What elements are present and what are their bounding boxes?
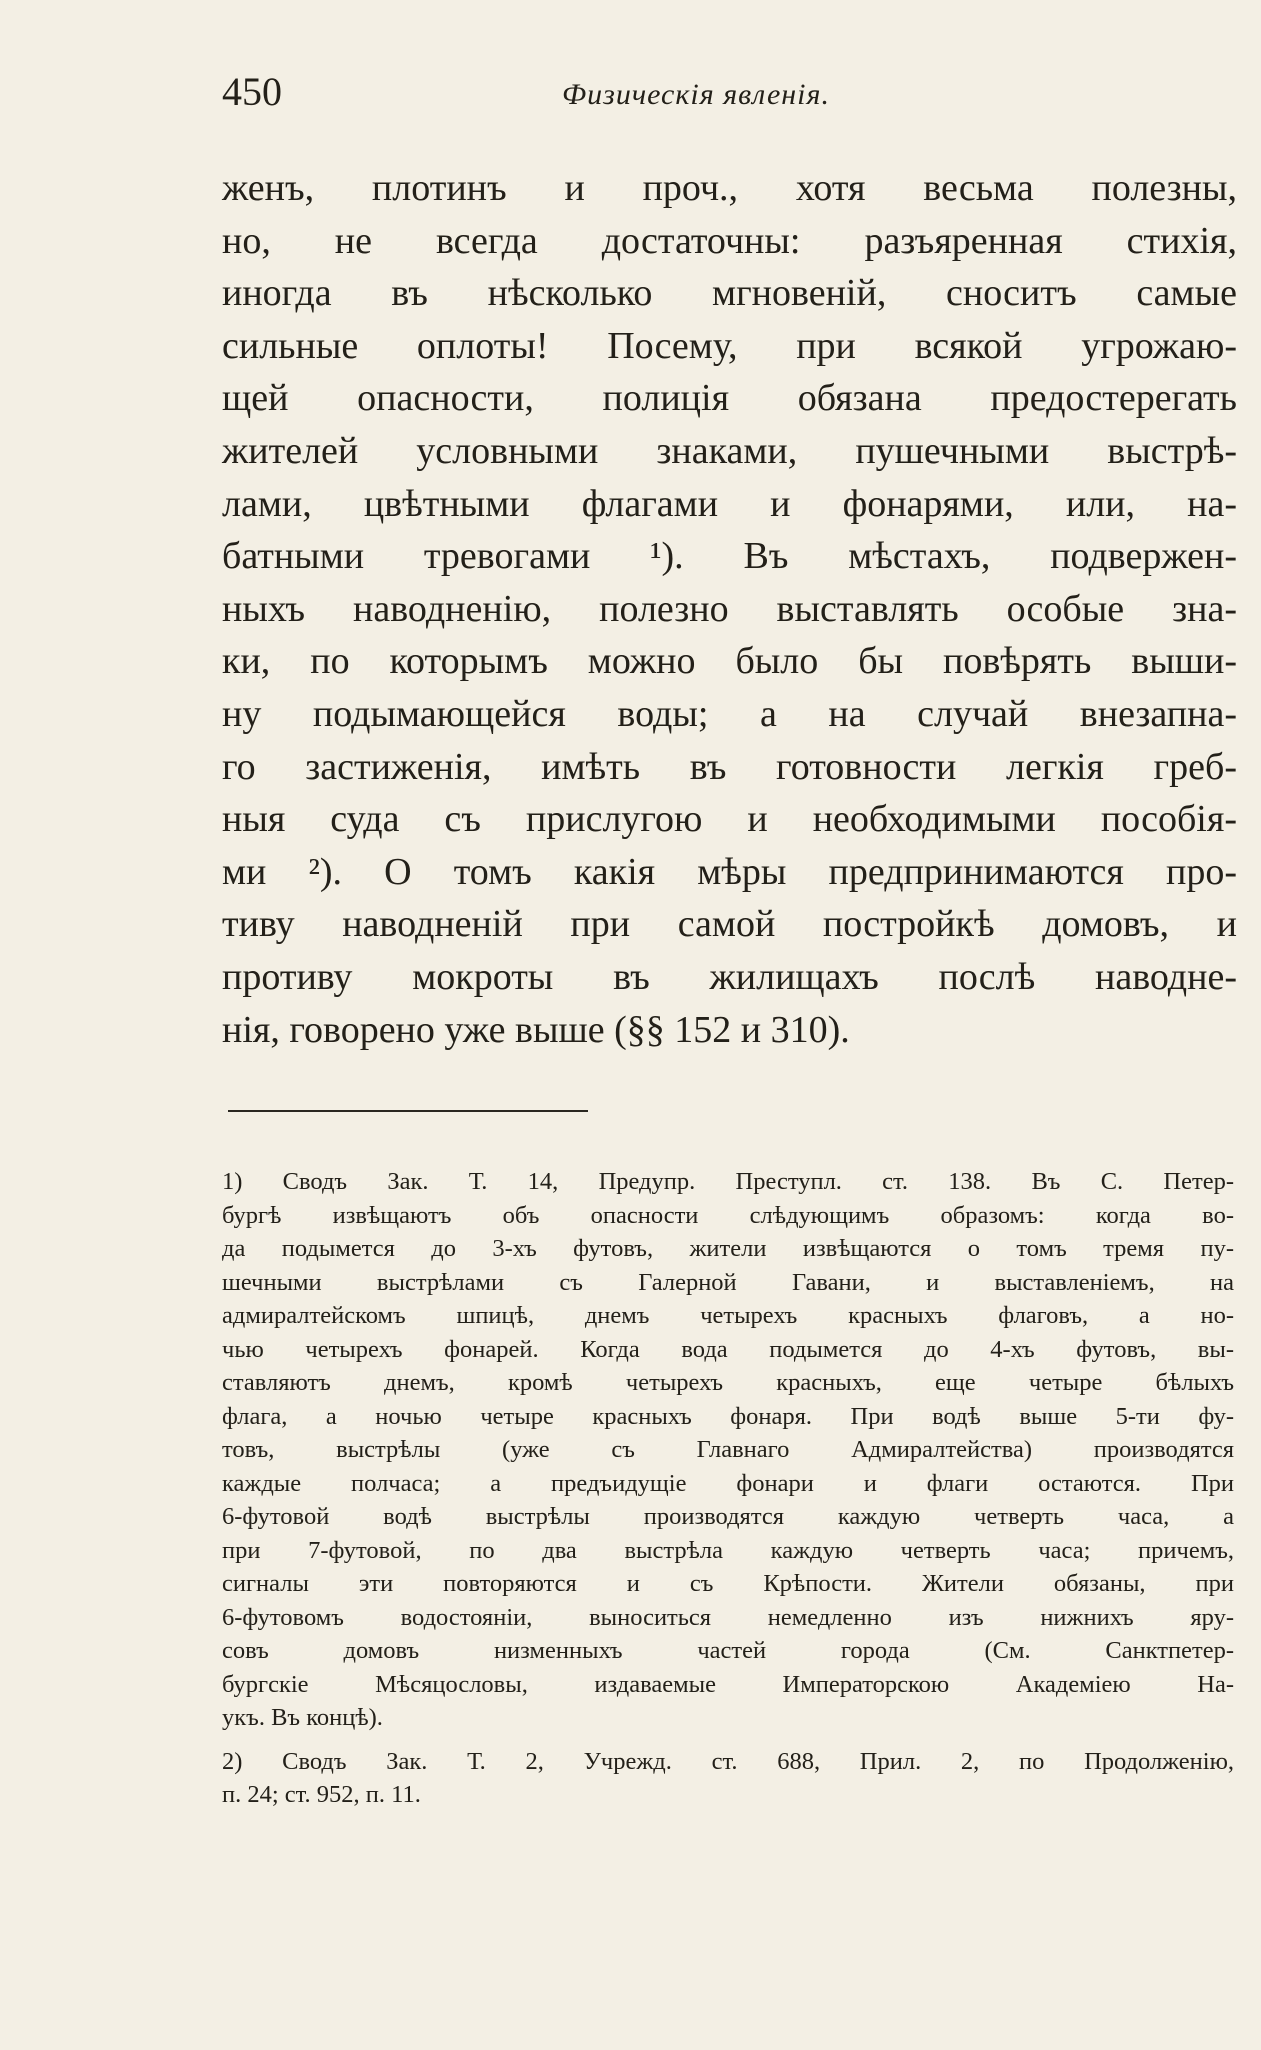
footnote-line: 6-футовой водѣ выстрѣлы производятся каждую четверть часа, а bbox=[222, 1503, 1234, 1530]
text-line: тиву наводненій при самой постройкѣ домовъ, и bbox=[222, 903, 1237, 946]
running-title: Физическія явленія. bbox=[562, 78, 830, 111]
footnote-line: при 7-футовой, по два выстрѣла каждую четверть часа; причемъ, bbox=[222, 1536, 1234, 1564]
text-line: но, не всегда достаточны: разъяренная стихія, bbox=[222, 219, 1237, 262]
footnote-line: 2) Сводъ Зак. Т. 2, Учрежд. ст. 688, Прил. 2, по Продолженію, bbox=[222, 1747, 1234, 1775]
footnote-line: шечными выстрѣлами съ Галерной Гавани, и выставленіемъ, на bbox=[222, 1268, 1234, 1296]
text-line: ныя суда съ прислугою и необходимыми пособія- bbox=[222, 798, 1237, 841]
footnote-line: бургскіе Мѣсяцословы, издаваемые Императорскою Академіею На- bbox=[222, 1670, 1234, 1698]
text-line: батными тревогами ¹). Въ мѣстахъ, подвержен- bbox=[222, 535, 1237, 578]
footnote-line: совъ домовъ низменныхъ частей города (См. Санктпетер- bbox=[222, 1637, 1234, 1664]
footnote-2 bbox=[222, 1745, 1234, 1812]
text-line: сильные оплоты! Посему, при всякой угрожаю- bbox=[222, 324, 1237, 367]
footnote-line: да подымется до 3-хъ футовъ, жители извѣщаются о томъ тремя пу- bbox=[222, 1235, 1234, 1262]
footnote-line: 1) Сводъ Зак. Т. 14, Предупр. Преступл. ст. 138. Въ С. Петер- bbox=[222, 1168, 1234, 1195]
footnote-1 bbox=[222, 1165, 1234, 1735]
text-line: ки, по которымъ можно было бы повѣрять выши- bbox=[222, 640, 1237, 683]
text-line: щей опасности, полиція обязана предостерегать bbox=[222, 377, 1237, 420]
footnote-line: бургѣ извѣщаютъ объ опасности слѣдующимъ образомъ: когда во- bbox=[222, 1201, 1234, 1229]
page-number: 450 bbox=[222, 69, 282, 114]
footnote-line: адмиралтейскомъ шпицѣ, днемъ четырехъ красныхъ флаговъ, а но- bbox=[222, 1302, 1234, 1329]
text-line: го застиженія, имѣть въ готовности легкія греб- bbox=[222, 745, 1237, 788]
text-line: противу мокроты въ жилищахъ послѣ наводне- bbox=[222, 955, 1237, 998]
text-line: ныхъ наводненію, полезно выставлять особые зна- bbox=[222, 587, 1237, 630]
footnote-line: сигналы эти повторяются и съ Крѣпости. Жители обязаны, при bbox=[222, 1570, 1234, 1597]
text-line: ну подымающейся воды; а на случай внезапна- bbox=[222, 692, 1237, 735]
footnote-line: чью четырехъ фонарей. Когда вода подымется до 4-хъ футовъ, вы- bbox=[222, 1335, 1234, 1363]
main-text bbox=[222, 162, 1237, 1056]
page-header bbox=[222, 68, 1232, 128]
text-line: ми ²). О томъ какія мѣры предпринимаются про- bbox=[222, 850, 1237, 893]
text-line: нія, говорено уже выше (§§ 152 и 310). bbox=[222, 1008, 850, 1051]
text-line: лами, цвѣтными флагами и фонарями, или, на- bbox=[222, 482, 1237, 525]
footnote-line: товъ, выстрѣлы (уже съ Главнаго Адмиралтейства) производятся bbox=[222, 1436, 1234, 1463]
footnote-gap bbox=[222, 1735, 1234, 1745]
footnote-line: ставляютъ днемъ, кромѣ четырехъ красныхъ, еще четыре бѣлыхъ bbox=[222, 1369, 1234, 1396]
footnotes bbox=[222, 1165, 1234, 1812]
text-line: жителей условными знаками, пушечными выстрѣ- bbox=[222, 429, 1237, 472]
footnote-line: п. 24; ст. 952, п. 11. bbox=[222, 1781, 421, 1808]
footnote-separator bbox=[228, 1110, 588, 1112]
footnote-line: укъ. Въ концѣ). bbox=[222, 1704, 383, 1731]
footnote-line: флага, а ночью четыре красныхъ фонаря. При водѣ выше 5-ти фу- bbox=[222, 1402, 1234, 1430]
footnote-line: 6-футовомъ водостояніи, выноситься немедленно изъ нижнихъ яру- bbox=[222, 1603, 1234, 1631]
footnote-line: каждые полчаса; а предъидущіе фонари и флаги остаются. При bbox=[222, 1469, 1234, 1497]
text-line: иногда въ нѣсколько мгновеній, сноситъ самые bbox=[222, 272, 1237, 315]
text-line: женъ, плотинъ и проч., хотя весьма полезны, bbox=[222, 167, 1237, 209]
